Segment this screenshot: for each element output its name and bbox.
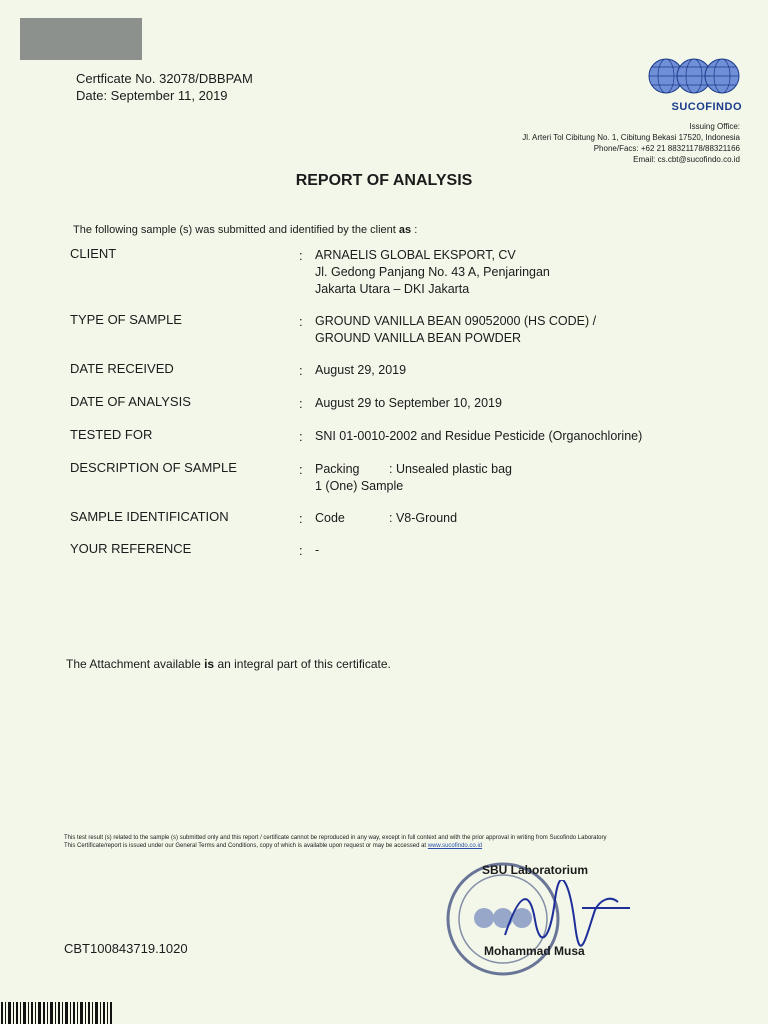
issuing-office: [522, 121, 740, 165]
office-email: Email: cs.cbt@sucofindo.co.id: [633, 155, 740, 164]
date-of-analysis-value: August 29 to September 10, 2019: [315, 396, 502, 410]
date-received-value: August 29, 2019: [315, 363, 407, 377]
colon: :: [299, 248, 303, 263]
date-of-analysis-label: DATE OF ANALYSIS: [70, 394, 191, 409]
your-reference-label: YOUR REFERENCE: [70, 541, 192, 556]
colon: :: [299, 543, 303, 558]
colon: :: [299, 511, 303, 526]
code-key: Code: [315, 511, 345, 525]
packing-value: : Unsealed plastic bag: [389, 462, 512, 476]
type-of-sample-label: TYPE OF SAMPLE: [70, 312, 182, 327]
barcode: [0, 1002, 112, 1024]
redacted-block: [20, 18, 142, 60]
intro-tail: :: [411, 224, 418, 236]
sample-identification-value: [315, 510, 457, 527]
tested-for-label: TESTED FOR: [70, 427, 153, 442]
description-value: [315, 461, 512, 495]
department-name: SBU Laboratorium: [482, 863, 589, 877]
type-of-sample-line2: GROUND VANILLA BEAN POWDER: [315, 331, 522, 345]
attachment-bold: is: [204, 657, 215, 671]
code-value: : V8-Ground: [389, 511, 458, 525]
fine-print-line2: [64, 842, 704, 850]
colon: :: [299, 314, 303, 329]
packing-key: Packing: [315, 462, 360, 476]
document-code: CBT100843719.1020: [64, 941, 188, 956]
description-label: DESCRIPTION OF SAMPLE: [70, 460, 237, 475]
logo-wordmark: SUCOFINDO: [671, 101, 742, 113]
certificate-number: Certficate No. 32078/DBBPAM: [76, 71, 253, 86]
colon: :: [299, 462, 303, 477]
office-phone: Phone/Facs: +62 21 88321178/88321166: [593, 144, 740, 153]
client-label: CLIENT: [70, 246, 117, 261]
sample-identification-label: SAMPLE IDENTIFICATION: [70, 509, 229, 524]
fine-print-text: This Certificate/report is issued under our General Terms and Conditions, copy of which is available upon request or may be accessed at: [64, 843, 428, 849]
tested-for-value: SNI 01-0010-2002 and Residue Pesticide (Organochlorine): [315, 429, 643, 443]
colon: :: [299, 396, 303, 411]
office-address: Jl. Arteri Tol Cibitung No. 1, Cibitung Bekasi 17520, Indonesia: [522, 133, 740, 142]
colon: :: [299, 363, 303, 378]
client-address: Jl. Gedong Panjang No. 43 A, Penjaringan: [315, 265, 550, 279]
colon: :: [299, 429, 303, 444]
your-reference-value: -: [315, 543, 320, 557]
type-of-sample-value: [315, 313, 596, 347]
sucofindo-link[interactable]: www.sucofindo.co.id: [427, 843, 483, 849]
client-name: ARNAELIS GLOBAL EKSPORT, CV: [315, 248, 516, 262]
attachment-post: an integral part of this certificate.: [214, 657, 391, 671]
attachment-note: [66, 657, 391, 671]
office-label: Issuing Office:: [689, 122, 740, 131]
attachment-pre: The Attachment available: [66, 657, 205, 671]
client-value: [315, 247, 550, 298]
certificate-date: Date: September 11, 2019: [76, 88, 228, 103]
intro-text: [73, 224, 417, 236]
sample-count: 1 (One) Sample: [315, 479, 404, 493]
fine-print-line1: This test result (s) related to the sample (s) submitted only and this report / certificate cannot be reproduced in any way, except in full context and with the prior approval in writing from Sucofindo Laboratory: [64, 835, 607, 841]
intro-main: The following sample (s) was submitted and identified by the client: [73, 224, 399, 236]
signer-name: Mohammad Musa: [484, 944, 585, 958]
client-city: Jakarta Utara – DKI Jakarta: [315, 282, 470, 296]
date-received-label: DATE RECEIVED: [70, 361, 174, 376]
handwritten-signature: [500, 880, 640, 950]
type-of-sample-line1: GROUND VANILLA BEAN 09052000 (HS CODE) /: [315, 314, 597, 328]
intro-bold: as: [398, 224, 412, 236]
report-title: REPORT OF ANALYSIS: [295, 172, 473, 189]
